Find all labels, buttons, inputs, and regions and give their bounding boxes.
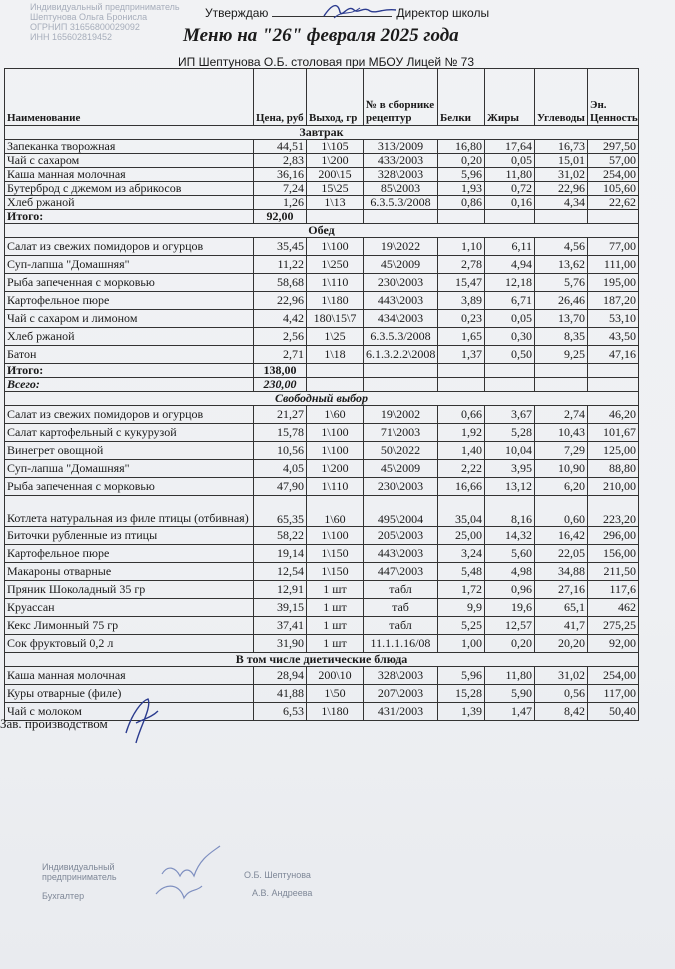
table-cell: 0,60 <box>535 496 588 527</box>
table-row <box>5 460 639 478</box>
table-cell: 200\10 <box>307 667 364 685</box>
table-cell: 19\2022 <box>364 238 438 256</box>
table-cell: 4,56 <box>535 238 588 256</box>
table-cell: 15,28 <box>438 685 485 703</box>
table-row <box>5 527 639 545</box>
table-cell: 12,18 <box>485 274 535 292</box>
table-cell: 11,22 <box>254 256 307 274</box>
table-cell: 6,53 <box>254 703 307 721</box>
dish-name: Суп-лапша "Домашняя" <box>5 460 254 478</box>
table-cell: 10,04 <box>485 442 535 460</box>
table-cell: 254,00 <box>588 168 639 182</box>
table-cell: 58,68 <box>254 274 307 292</box>
table-cell: 3,95 <box>485 460 535 478</box>
table-cell: 12,91 <box>254 581 307 599</box>
table-cell: 12,54 <box>254 563 307 581</box>
table-cell: 16,80 <box>438 140 485 154</box>
column-header: Эн. Ценность <box>588 69 639 126</box>
grand-total-label: Всего: <box>5 378 254 392</box>
table-cell: 207\2003 <box>364 685 438 703</box>
table-row <box>5 328 639 346</box>
table-cell: 65,1 <box>535 599 588 617</box>
table-cell: 2,56 <box>254 328 307 346</box>
table-cell: 77,00 <box>588 238 639 256</box>
table-cell: 125,00 <box>588 442 639 460</box>
table-cell: 1,65 <box>438 328 485 346</box>
column-header: Цена, руб <box>254 69 307 126</box>
table-cell: 13,12 <box>485 478 535 496</box>
table-cell: 15,78 <box>254 424 307 442</box>
table-cell: 1\105 <box>307 140 364 154</box>
table-row <box>5 292 639 310</box>
lunch-total-row <box>5 364 639 378</box>
table-cell: 15\25 <box>307 182 364 196</box>
table-cell: 2,71 <box>254 346 307 364</box>
table-cell: 65,35 <box>254 496 307 527</box>
table-cell: 101,67 <box>588 424 639 442</box>
table-cell: 41,88 <box>254 685 307 703</box>
table-cell: 1\60 <box>307 406 364 424</box>
table-row <box>5 168 639 182</box>
table-cell: 1,10 <box>438 238 485 256</box>
table-cell: 45\2009 <box>364 256 438 274</box>
table-cell: 45\2009 <box>364 460 438 478</box>
table-cell: 1,26 <box>254 196 307 210</box>
table-cell: 1\13 <box>307 196 364 210</box>
free-rows <box>5 406 639 653</box>
table-cell: 8,42 <box>535 703 588 721</box>
dish-name: Бутерброд с джемом из абрикосов <box>5 182 254 196</box>
table-cell: 53,10 <box>588 310 639 328</box>
table-cell: 13,62 <box>535 256 588 274</box>
table-cell: 5,96 <box>438 667 485 685</box>
table-cell: 8,35 <box>535 328 588 346</box>
table-cell: 28,94 <box>254 667 307 685</box>
table-cell: 223,20 <box>588 496 639 527</box>
table-cell: 4,34 <box>535 196 588 210</box>
table-cell: 22,62 <box>588 196 639 210</box>
table-cell: 105,60 <box>588 182 639 196</box>
column-header: № в сборнике рецептур <box>364 69 438 126</box>
table-cell: 5,25 <box>438 617 485 635</box>
table-row <box>5 182 639 196</box>
table-cell: 443\2003 <box>364 292 438 310</box>
table-cell: 15,47 <box>438 274 485 292</box>
dish-name: Чай с сахаром и лимоном <box>5 310 254 328</box>
table-cell: 447\2003 <box>364 563 438 581</box>
accountant-name: А.В. Андреева <box>252 888 313 898</box>
table-cell: 296,00 <box>588 527 639 545</box>
table-cell: 111,00 <box>588 256 639 274</box>
table-row <box>5 238 639 256</box>
table-cell: 1 шт <box>307 599 364 617</box>
table-cell: 0,96 <box>485 581 535 599</box>
production-label: Зав. производством <box>0 716 108 731</box>
table-cell: 11,80 <box>485 667 535 685</box>
table-cell: 187,20 <box>588 292 639 310</box>
table-cell: 4,98 <box>485 563 535 581</box>
ip-label: Индивидуальный предприниматель <box>42 862 117 882</box>
table-cell: 10,56 <box>254 442 307 460</box>
table-cell: 14,32 <box>485 527 535 545</box>
table-cell: 431/2003 <box>364 703 438 721</box>
table-cell: 16,42 <box>535 527 588 545</box>
table-cell: 328\2003 <box>364 667 438 685</box>
table-cell: 3,67 <box>485 406 535 424</box>
diet-rows <box>5 667 639 721</box>
section-header-diet: В том числе диетические блюда <box>5 653 639 667</box>
table-row <box>5 274 639 292</box>
table-cell: 58,22 <box>254 527 307 545</box>
table-cell: 2,74 <box>535 406 588 424</box>
table-cell: 0,50 <box>485 346 535 364</box>
table-row <box>5 196 639 210</box>
table-cell: 1\50 <box>307 685 364 703</box>
table-cell: 0,30 <box>485 328 535 346</box>
stamp-line: Шептунова Ольга Бронисла <box>30 12 148 22</box>
table-cell: 50,40 <box>588 703 639 721</box>
table-cell: 31,02 <box>535 667 588 685</box>
table-header-row <box>5 69 639 126</box>
dish-name: Биточки рубленные из птицы <box>5 527 254 545</box>
table-cell: 88,80 <box>588 460 639 478</box>
table-cell: 6.1.3.2.2\2008 <box>364 346 438 364</box>
table-cell: 10,90 <box>535 460 588 478</box>
table-cell: табл <box>364 617 438 635</box>
table-cell: 462 <box>588 599 639 617</box>
table-cell: 1,39 <box>438 703 485 721</box>
table-cell: 275,25 <box>588 617 639 635</box>
table-cell: 15,01 <box>535 154 588 168</box>
table-cell: 1\150 <box>307 545 364 563</box>
table-cell: 1,40 <box>438 442 485 460</box>
table-cell: 41,7 <box>535 617 588 635</box>
table-cell: 47,16 <box>588 346 639 364</box>
production-signature-line <box>0 716 108 732</box>
accountant-label: Бухгалтер <box>42 891 85 901</box>
table-cell: 46,20 <box>588 406 639 424</box>
table-cell: 230\2003 <box>364 274 438 292</box>
table-cell: 0,72 <box>485 182 535 196</box>
dish-name: Каша манная молочная <box>5 667 254 685</box>
table-cell: 180\15\7 <box>307 310 364 328</box>
table-cell: 6.3.5.3/2008 <box>364 328 438 346</box>
lunch-rows <box>5 238 639 364</box>
table-cell: 5,28 <box>485 424 535 442</box>
table-cell: 7,29 <box>535 442 588 460</box>
total-label: Итого: <box>5 210 254 224</box>
table-cell: 11.1.1.16/08 <box>364 635 438 653</box>
dish-name: Котлета натуральная из филе птицы (отбивная) <box>5 496 254 527</box>
table-cell: 313/2009 <box>364 140 438 154</box>
table-cell: 4,94 <box>485 256 535 274</box>
table-cell: 34,88 <box>535 563 588 581</box>
dish-name: Сок фруктовый 0,2 л <box>5 635 254 653</box>
table-cell: 5,60 <box>485 545 535 563</box>
dish-name: Каша манная молочная <box>5 168 254 182</box>
table-cell: 1,72 <box>438 581 485 599</box>
grand-total-value: 230,00 <box>254 378 307 392</box>
table-cell: 35,04 <box>438 496 485 527</box>
table-cell: 4,42 <box>254 310 307 328</box>
table-cell: 1 шт <box>307 581 364 599</box>
table-cell: 1,93 <box>438 182 485 196</box>
table-cell: 85\2003 <box>364 182 438 196</box>
table-row <box>5 154 639 168</box>
column-header: Углеводы <box>535 69 588 126</box>
table-cell: 2,22 <box>438 460 485 478</box>
table-cell: 117,6 <box>588 581 639 599</box>
table-cell: 27,16 <box>535 581 588 599</box>
table-cell: 1\18 <box>307 346 364 364</box>
table-cell: 0,20 <box>485 635 535 653</box>
table-cell: 17,64 <box>485 140 535 154</box>
table-cell: 19\2002 <box>364 406 438 424</box>
dish-name: Хлеб ржаной <box>5 196 254 210</box>
table-cell: 9,25 <box>535 346 588 364</box>
table-cell: 6.3.5.3/2008 <box>364 196 438 210</box>
table-cell: 328\2003 <box>364 168 438 182</box>
table-row <box>5 478 639 496</box>
table-cell: 1\110 <box>307 274 364 292</box>
table-cell: 0,86 <box>438 196 485 210</box>
dish-name: Пряник Шоколадный 35 гр <box>5 581 254 599</box>
table-cell: 2,78 <box>438 256 485 274</box>
table-row <box>5 685 639 703</box>
table-cell: 1\25 <box>307 328 364 346</box>
table-cell: 297,50 <box>588 140 639 154</box>
breakfast-total-row <box>5 210 639 224</box>
table-cell: 0,16 <box>485 196 535 210</box>
table-cell: 6,71 <box>485 292 535 310</box>
breakfast-group <box>5 126 639 140</box>
table-cell: 20,20 <box>535 635 588 653</box>
table-cell: 3,89 <box>438 292 485 310</box>
table-row <box>5 310 639 328</box>
table-row <box>5 406 639 424</box>
table-cell: 22,96 <box>535 182 588 196</box>
table-row <box>5 635 639 653</box>
table-cell: 57,00 <box>588 154 639 168</box>
table-cell: 117,00 <box>588 685 639 703</box>
table-cell: 254,00 <box>588 667 639 685</box>
dish-name: Картофельное пюре <box>5 545 254 563</box>
table-cell: 16,66 <box>438 478 485 496</box>
production-signature-icon <box>118 693 163 748</box>
table-cell: 1 шт <box>307 635 364 653</box>
table-cell: 0,05 <box>485 310 535 328</box>
table-cell: 6,11 <box>485 238 535 256</box>
dish-name: Чай с молоком <box>5 703 254 721</box>
dish-name: Чай с сахаром <box>5 154 254 168</box>
table-cell: 0,56 <box>535 685 588 703</box>
dish-name: Хлеб ржаной <box>5 328 254 346</box>
table-cell: 36,16 <box>254 168 307 182</box>
section-header-free: Свободный выбор <box>5 392 639 406</box>
section-header-lunch: Обед <box>5 224 639 238</box>
table-cell: 0,66 <box>438 406 485 424</box>
table-cell: 211,50 <box>588 563 639 581</box>
dish-name: Картофельное пюре <box>5 292 254 310</box>
dish-name: Батон <box>5 346 254 364</box>
table-cell: 495\2004 <box>364 496 438 527</box>
ip-signature-icon <box>150 838 245 913</box>
total-label: Итого: <box>5 364 254 378</box>
total-value: 92,00 <box>254 210 307 224</box>
table-cell: 1\100 <box>307 527 364 545</box>
table-cell: 1,00 <box>438 635 485 653</box>
table-row <box>5 563 639 581</box>
table-cell: 43,50 <box>588 328 639 346</box>
total-value: 138,00 <box>254 364 307 378</box>
column-header: Выход, гр <box>307 69 364 126</box>
table-cell: 156,00 <box>588 545 639 563</box>
breakfast-rows <box>5 140 639 210</box>
table-cell: 13,70 <box>535 310 588 328</box>
table-cell: 1,37 <box>438 346 485 364</box>
approve-label: Утверждаю <box>205 6 269 20</box>
table-row <box>5 140 639 154</box>
table-cell: 433/2003 <box>364 154 438 168</box>
table-cell: 1\100 <box>307 424 364 442</box>
dish-name: Кекс Лимонный 75 гр <box>5 617 254 635</box>
table-cell: 12,57 <box>485 617 535 635</box>
stamp-line: Индивидуальный предприниматель <box>30 2 180 12</box>
stamp-line: ОГРНИП 31656800029092 <box>30 22 140 32</box>
table-cell: 5,90 <box>485 685 535 703</box>
dish-name: Макароны отварные <box>5 563 254 581</box>
table-cell: 19,6 <box>485 599 535 617</box>
dish-name: Круассан <box>5 599 254 617</box>
table-cell: 0,20 <box>438 154 485 168</box>
dish-name: Куры отварные (филе) <box>5 685 254 703</box>
table-row <box>5 599 639 617</box>
dish-name: Рыба запеченная с морковью <box>5 478 254 496</box>
table-cell: 200\15 <box>307 168 364 182</box>
page-title: Меню на "26" февраля 2025 года <box>183 25 459 46</box>
table-cell: 195,00 <box>588 274 639 292</box>
table-cell: 37,41 <box>254 617 307 635</box>
table-cell: 2,83 <box>254 154 307 168</box>
seal-stamp <box>30 2 200 60</box>
table-cell: 0,05 <box>485 154 535 168</box>
table-cell: 205\2003 <box>364 527 438 545</box>
table-cell: 26,46 <box>535 292 588 310</box>
director-label: Директор школы <box>396 6 490 20</box>
table-cell: таб <box>364 599 438 617</box>
table-cell: 210,00 <box>588 478 639 496</box>
table-cell: 19,14 <box>254 545 307 563</box>
dish-name: Салат из свежих помидоров и огурцов <box>5 406 254 424</box>
menu-table <box>4 68 639 721</box>
table-cell: 230\2003 <box>364 478 438 496</box>
table-cell: 31,90 <box>254 635 307 653</box>
table-cell: 5,76 <box>535 274 588 292</box>
dish-name: Запеканка творожная <box>5 140 254 154</box>
table-row <box>5 346 639 364</box>
table-row <box>5 667 639 685</box>
table-cell: 22,96 <box>254 292 307 310</box>
table-cell: 25,00 <box>438 527 485 545</box>
table-cell: 1\100 <box>307 442 364 460</box>
table-cell: 1,47 <box>485 703 535 721</box>
table-cell: 1,92 <box>438 424 485 442</box>
table-cell: 50\2022 <box>364 442 438 460</box>
table-cell: 1\60 <box>307 496 364 527</box>
table-cell: 1\200 <box>307 154 364 168</box>
dish-name: Суп-лапша "Домашняя" <box>5 256 254 274</box>
grand-total-row <box>5 378 639 392</box>
dish-name: Рыба запеченная с морковью <box>5 274 254 292</box>
table-cell: 16,73 <box>535 140 588 154</box>
director-signature-icon <box>320 0 400 22</box>
table-cell: 5,48 <box>438 563 485 581</box>
dish-name: Винегрет овощной <box>5 442 254 460</box>
table-cell: 39,15 <box>254 599 307 617</box>
page-subtitle: ИП Шептунова О.Б. столовая при МБОУ Лицей № 73 <box>178 55 475 69</box>
table-cell: 10,43 <box>535 424 588 442</box>
table-cell: 5,96 <box>438 168 485 182</box>
table-cell: 1\180 <box>307 292 364 310</box>
table-cell: 22,05 <box>535 545 588 563</box>
dish-name: Салат картофельный с кукурузой <box>5 424 254 442</box>
table-cell: 7,24 <box>254 182 307 196</box>
column-header: Белки <box>438 69 485 126</box>
table-cell: 9,9 <box>438 599 485 617</box>
table-cell: 1\110 <box>307 478 364 496</box>
table-cell: 21,27 <box>254 406 307 424</box>
table-cell: 8,16 <box>485 496 535 527</box>
table-row <box>5 424 639 442</box>
table-row <box>5 442 639 460</box>
table-cell: 6,20 <box>535 478 588 496</box>
ip-name: О.Б. Шептунова <box>244 870 311 880</box>
table-cell: 434\2003 <box>364 310 438 328</box>
column-header: Наименование <box>5 69 254 126</box>
stamp-line: ИНН 165602819452 <box>30 32 113 42</box>
table-cell: 1\200 <box>307 460 364 478</box>
table-row <box>5 617 639 635</box>
table-cell: 3,24 <box>438 545 485 563</box>
dish-name: Салат из свежих помидоров и огурцов <box>5 238 254 256</box>
table-row <box>5 581 639 599</box>
table-row <box>5 545 639 563</box>
table-cell: 1\250 <box>307 256 364 274</box>
table-cell: 4,05 <box>254 460 307 478</box>
table-cell: 11,80 <box>485 168 535 182</box>
table-cell: 35,45 <box>254 238 307 256</box>
table-cell: 31,02 <box>535 168 588 182</box>
table-cell: 1 шт <box>307 617 364 635</box>
table-cell: 1\180 <box>307 703 364 721</box>
table-cell: 47,90 <box>254 478 307 496</box>
table-row <box>5 256 639 274</box>
table-cell: 92,00 <box>588 635 639 653</box>
table-row <box>5 496 639 527</box>
table-cell: табл <box>364 581 438 599</box>
table-cell: 1\100 <box>307 238 364 256</box>
table-cell: 71\2003 <box>364 424 438 442</box>
table-cell: 443\2003 <box>364 545 438 563</box>
column-header: Жиры <box>485 69 535 126</box>
table-cell: 44,51 <box>254 140 307 154</box>
table-cell: 0,23 <box>438 310 485 328</box>
section-header-breakfast: Завтрак <box>5 126 639 140</box>
table-cell: 1\150 <box>307 563 364 581</box>
